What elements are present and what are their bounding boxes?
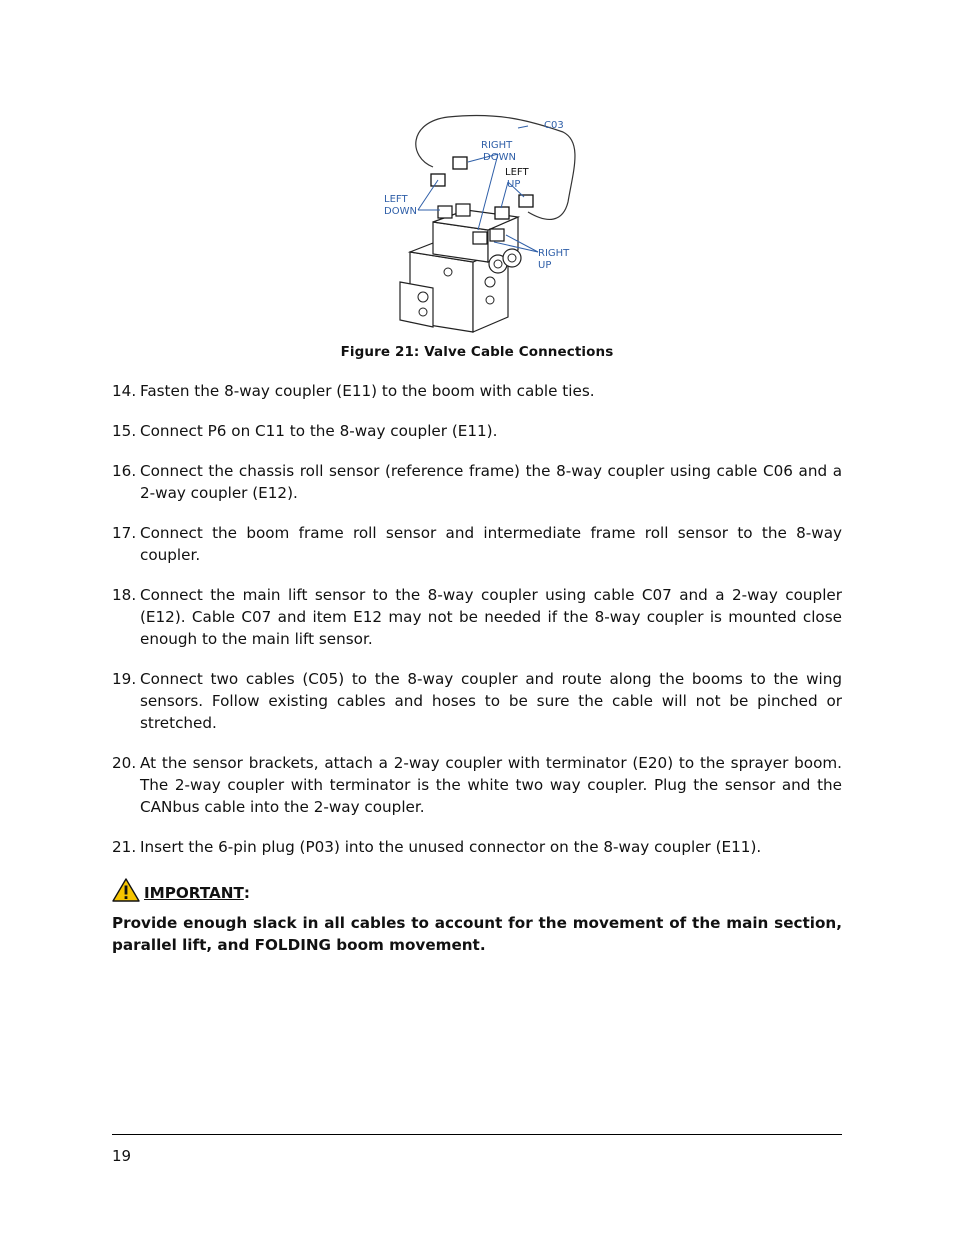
step-number: 20. <box>112 754 137 772</box>
step-number: 17. <box>112 524 137 542</box>
step-number: 19. <box>112 670 137 688</box>
step-text: Connect the chassis roll sensor (reference frame) the 8-way coupler using cable C06 and a 2-way coupler (E12). <box>140 462 842 502</box>
important-body: Provide enough slack in all cables to account for the movement of the main section, parallel lift, and FOLDING boom movement. <box>112 914 842 954</box>
step-text: Insert the 6-pin plug (P03) into the unused connector on the 8-way coupler (E11). <box>140 838 762 856</box>
step-item <box>112 752 842 818</box>
label-right-down-2: DOWN <box>483 152 516 163</box>
step-number: 18. <box>112 586 137 604</box>
step-text: Connect the main lift sensor to the 8-way coupler using cable C07 and a 2-way coupler (E12). Cable C07 and item E12 may not be needed if the 8-way coupler is mounted close enough to the main lift sensor. <box>140 586 842 648</box>
important-label: IMPORTANT <box>144 884 244 902</box>
step-item <box>112 420 842 442</box>
important-heading <box>112 878 842 902</box>
step-item <box>112 460 842 504</box>
label-left-up-1: LEFT <box>505 167 529 178</box>
label-left-down-1: LEFT <box>384 194 408 205</box>
figure-caption: Figure 21: Valve Cable Connections <box>340 344 614 360</box>
step-item <box>112 584 842 650</box>
warning-icon <box>112 878 140 902</box>
footer-divider <box>112 1134 842 1135</box>
step-item <box>112 836 842 858</box>
step-text: Connect two cables (C05) to the 8-way coupler and route along the booms to the wing sensors. Follow existing cables and hoses to be sure the cable will not be pinched or stretched. <box>140 670 842 732</box>
step-item <box>112 380 842 402</box>
step-number: 15. <box>112 422 137 440</box>
label-left-down-2: DOWN <box>384 206 417 217</box>
important-colon: : <box>243 884 250 902</box>
label-right-up-1: RIGHT <box>538 248 570 259</box>
page-number: 19 <box>112 1147 132 1165</box>
label-c03: C03 <box>544 120 564 131</box>
step-number: 14. <box>112 382 137 400</box>
step-text: Connect P6 on C11 to the 8-way coupler (E11). <box>140 422 498 440</box>
step-item <box>112 668 842 734</box>
step-number: 16. <box>112 462 137 480</box>
label-right-down-1: RIGHT <box>481 140 513 151</box>
valve-cable-diagram <box>378 112 578 337</box>
step-number: 21. <box>112 838 137 856</box>
steps-list <box>112 380 842 876</box>
important-notice <box>112 878 842 956</box>
step-text: Connect the boom frame roll sensor and intermediate frame roll sensor to the 8-way coupler. <box>140 524 842 564</box>
label-left-up-2: UP <box>507 179 521 190</box>
step-text: At the sensor brackets, attach a 2-way coupler with terminator (E20) to the sprayer boom. The 2-way coupler with terminator is the white two way coupler. Plug the sensor and the CANbus cable into the 2-way coupler. <box>140 754 842 816</box>
step-item <box>112 522 842 566</box>
step-text: Fasten the 8-way coupler (E11) to the boom with cable ties. <box>140 382 595 400</box>
label-right-up-2: UP <box>538 260 552 271</box>
